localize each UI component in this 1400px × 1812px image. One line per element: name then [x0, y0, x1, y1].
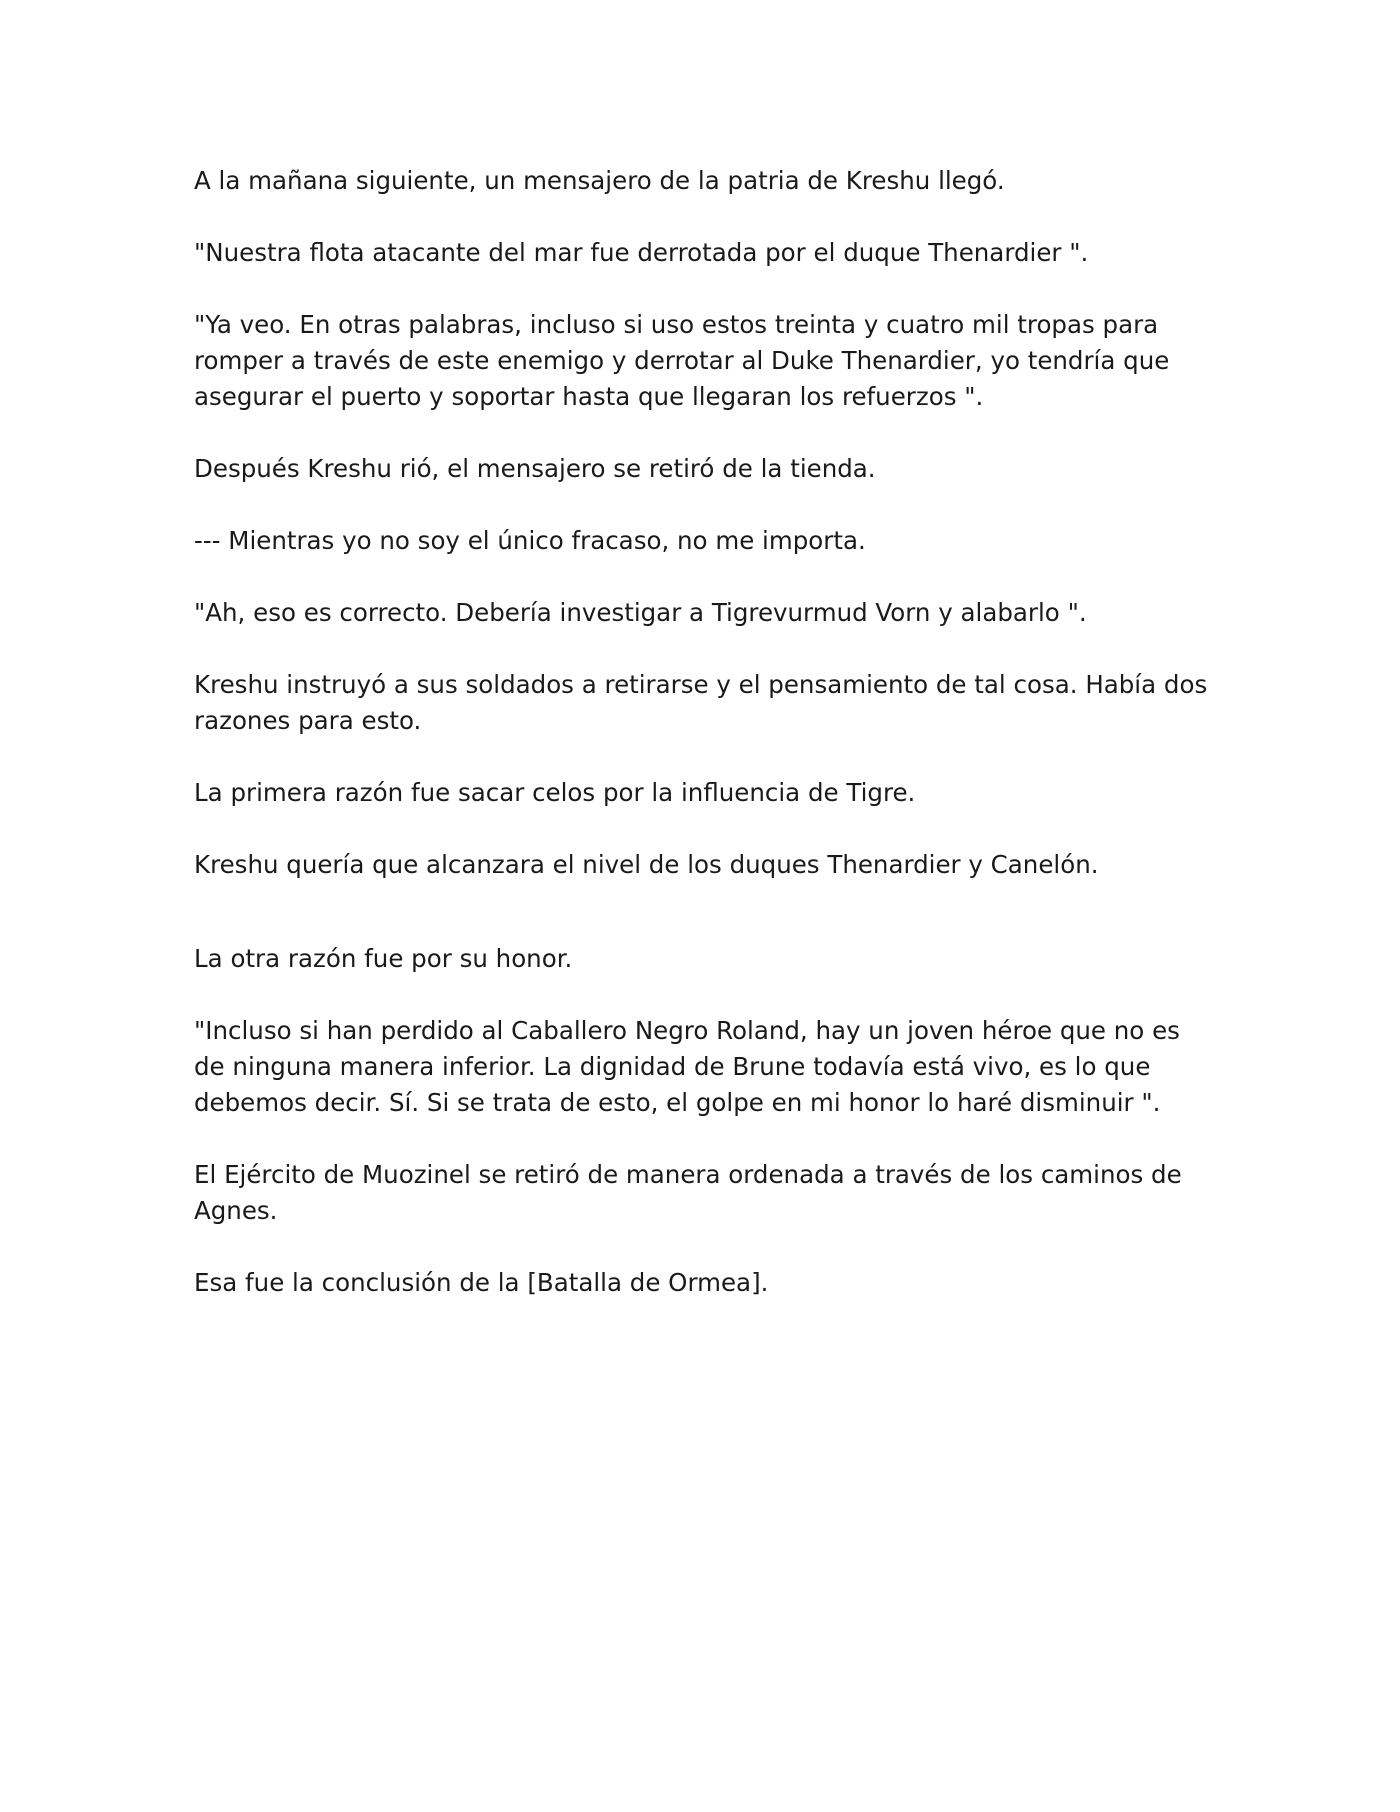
paragraph-7: Kreshu instruyó a sus soldados a retirarse y el pensamiento de tal cosa. Había dos razones para esto. [194, 670, 1208, 735]
paragraph-6: "Ah, eso es correcto. Debería investigar a Tigrevurmud Vorn y alabarlo ". [194, 598, 1087, 627]
paragraph-3: "Ya veo. En otras palabras, incluso si uso estos treinta y cuatro mil tropas para romper a través de este enemigo y derrotar al Duke Thenardier, yo tendría que asegurar el puerto y soportar hasta que llegaran los refuerzos ". [194, 310, 1170, 411]
paragraph-9: Kreshu quería que alcanzara el nivel de los duques Thenardier y Canelón. [194, 850, 1099, 879]
paragraph-2: "Nuestra flota atacante del mar fue derrotada por el duque Thenardier ". [194, 238, 1089, 267]
document-body [194, 163, 1214, 1337]
paragraph-1: A la mañana siguiente, un mensajero de la patria de Kreshu llegó. [194, 166, 1005, 195]
paragraph-10: La otra razón fue por su honor. [194, 944, 573, 973]
paragraph-12: El Ejército de Muozinel se retiró de manera ordenada a través de los caminos de Agnes. [194, 1160, 1182, 1225]
paragraph-13: Esa fue la conclusión de la [Batalla de Ormea]. [194, 1268, 769, 1297]
paragraph-5: --- Mientras yo no soy el único fracaso, no me importa. [194, 526, 866, 555]
paragraph-8: La primera razón fue sacar celos por la influencia de Tigre. [194, 778, 916, 807]
paragraph-11: "Incluso si han perdido al Caballero Negro Roland, hay un joven héroe que no es de ninguna manera inferior. La dignidad de Brune todavía está vivo, es lo que debemos decir. Sí. Si se trata de esto, el golpe en mi honor lo haré disminuir ". [194, 1016, 1180, 1117]
paragraph-4: Después Kreshu rió, el mensajero se retiró de la tienda. [194, 454, 876, 483]
